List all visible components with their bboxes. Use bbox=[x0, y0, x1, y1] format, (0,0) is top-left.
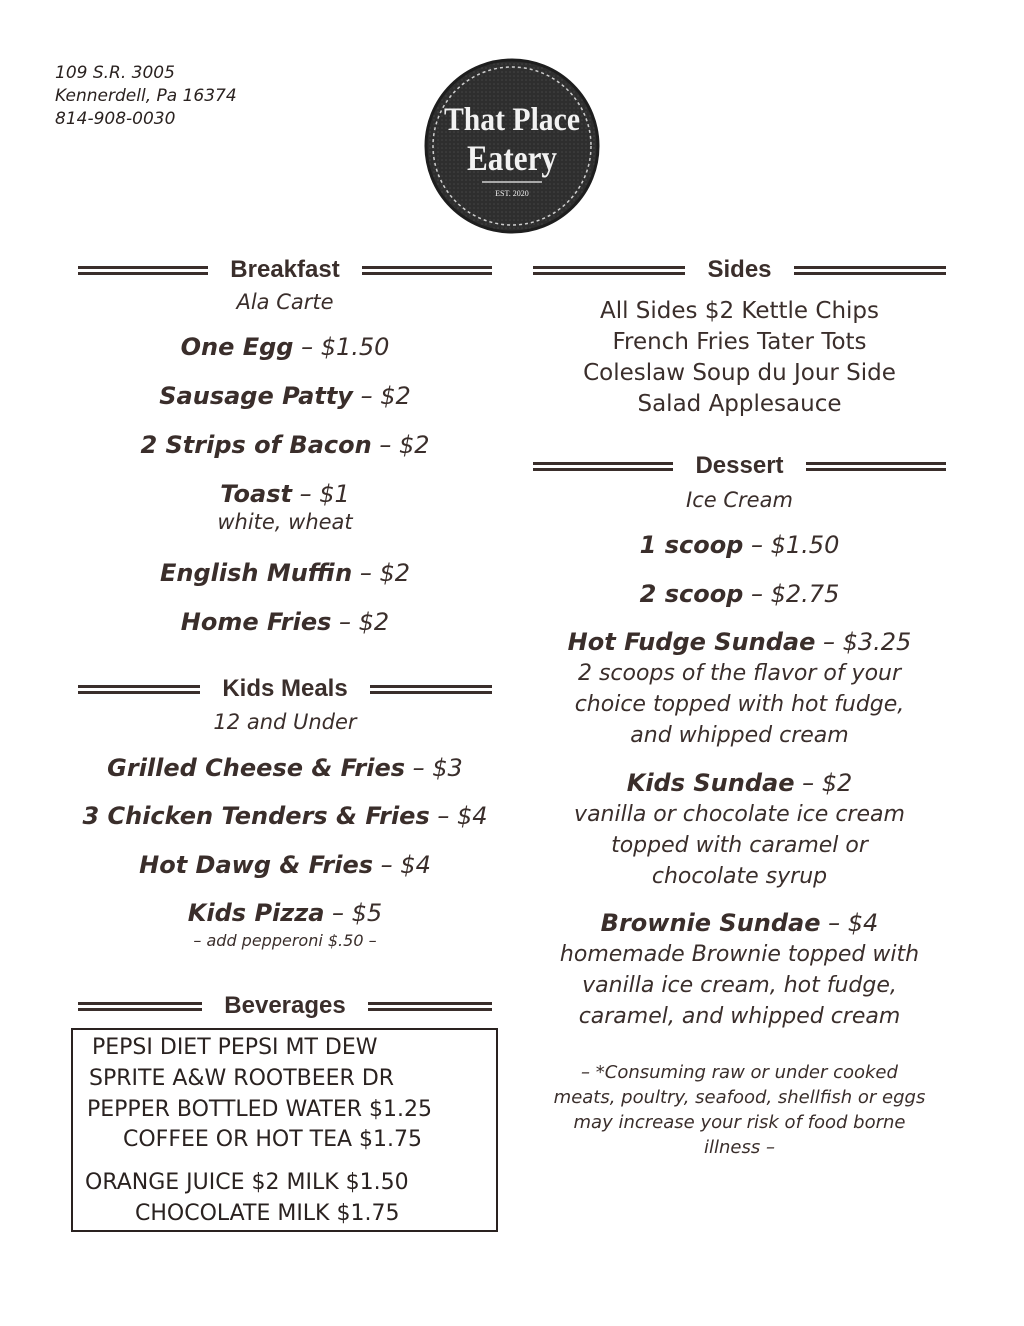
kids-meal-item bbox=[78, 899, 492, 950]
item-name: Brownie Sundae bbox=[600, 909, 821, 937]
item-price: – $1.50 bbox=[743, 531, 840, 559]
item-name: Kids Sundae bbox=[626, 769, 795, 797]
breakfast-item bbox=[78, 431, 492, 459]
item-name: English Muffin bbox=[160, 559, 353, 587]
kids-meal-item bbox=[78, 754, 492, 782]
street-address: 109 S.R. 3005 bbox=[55, 63, 175, 83]
breakfast-item bbox=[78, 608, 492, 636]
item-name: Hot Dawg & Fries bbox=[139, 851, 374, 879]
heading-rule-left bbox=[533, 462, 673, 471]
dessert-item bbox=[533, 628, 946, 751]
item-price: – $2 bbox=[371, 431, 430, 459]
beverage-line: ORANGE JUICE $2 MILK $1.50 bbox=[85, 1170, 409, 1195]
warning-line: – *Consuming raw or under cooked bbox=[581, 1062, 898, 1083]
item-description-line: choice topped with hot fudge, bbox=[574, 692, 905, 717]
sides-line: Salad Applesauce bbox=[637, 391, 842, 417]
dessert-section bbox=[533, 488, 946, 512]
sides-line: French Fries Tater Tots bbox=[612, 329, 867, 355]
logo-line-1: That Place bbox=[444, 102, 580, 138]
kids-meals-section bbox=[78, 710, 492, 734]
heading-rule-left bbox=[78, 266, 208, 275]
item-name: Hot Fudge Sundae bbox=[567, 628, 816, 656]
item-note: – add pepperoni $.50 – bbox=[193, 931, 377, 950]
dessert-subheading: Ice Cream bbox=[686, 488, 793, 512]
heading-rule-left bbox=[78, 685, 200, 694]
sides-line: Coleslaw Soup du Jour Side bbox=[583, 360, 896, 386]
beverage-line: CHOCOLATE MILK $1.75 bbox=[135, 1201, 400, 1226]
restaurant-logo bbox=[424, 58, 600, 234]
breakfast-heading bbox=[78, 255, 492, 285]
warning-line: meats, poultry, seafood, shellfish or eggs bbox=[553, 1087, 926, 1108]
heading-rule-right bbox=[370, 685, 492, 694]
item-price: – $1 bbox=[291, 480, 350, 508]
sides-heading bbox=[533, 255, 946, 285]
dessert-title: Dessert bbox=[695, 452, 784, 479]
logo-established: EST. 2020 bbox=[495, 189, 529, 198]
item-description-line: topped with caramel or bbox=[611, 833, 868, 858]
item-price: – $1.50 bbox=[293, 333, 390, 361]
item-price: – $4 bbox=[820, 909, 879, 937]
city-state-zip: Kennerdell, Pa 16374 bbox=[55, 86, 237, 106]
item-price: – $4 bbox=[429, 802, 488, 830]
beverage-line: SPRITE A&W ROOTBEER DR bbox=[89, 1066, 395, 1091]
beverage-line: PEPSI DIET PEPSI MT DEW bbox=[92, 1035, 378, 1060]
item-price: – $2 bbox=[331, 608, 390, 636]
item-description-line: and whipped cream bbox=[630, 723, 849, 748]
item-name: Toast bbox=[220, 480, 292, 508]
breakfast-subheading: Ala Carte bbox=[236, 290, 334, 314]
heading-rule-right bbox=[806, 462, 946, 471]
logo-badge-icon bbox=[424, 58, 600, 234]
item-price: – $2 bbox=[352, 382, 411, 410]
warning-line: illness – bbox=[704, 1137, 775, 1158]
item-name: Grilled Cheese & Fries bbox=[107, 754, 406, 782]
breakfast-item bbox=[78, 382, 492, 410]
item-price: – $2.75 bbox=[743, 580, 840, 608]
dessert-item bbox=[533, 531, 946, 559]
item-name: 3 Chicken Tenders & Fries bbox=[82, 802, 430, 830]
dessert-item bbox=[533, 909, 946, 1032]
item-description-line: 2 scoops of the flavor of your bbox=[577, 661, 902, 686]
phone-number: 814-908-0030 bbox=[55, 109, 176, 129]
kids-meals-title: Kids Meals bbox=[222, 675, 348, 702]
item-name: 2 Strips of Bacon bbox=[140, 431, 372, 459]
beverage-line: COFFEE OR HOT TEA $1.75 bbox=[123, 1127, 423, 1152]
item-name: Sausage Patty bbox=[159, 382, 353, 410]
breakfast-item bbox=[78, 480, 492, 534]
item-price: – $3.25 bbox=[815, 628, 912, 656]
item-price: – $3 bbox=[405, 754, 463, 782]
heading-rule-right bbox=[362, 266, 492, 275]
sides-list bbox=[533, 296, 946, 420]
dessert-heading bbox=[533, 451, 946, 481]
dessert-item bbox=[533, 769, 946, 892]
breakfast-title: Breakfast bbox=[230, 256, 340, 283]
item-name: 2 scoop bbox=[639, 580, 744, 608]
item-description-line: homemade Brownie topped with bbox=[559, 942, 920, 967]
item-name: One Egg bbox=[180, 333, 294, 361]
kids-meals-subheading: 12 and Under bbox=[213, 710, 357, 734]
item-price: – $4 bbox=[373, 851, 431, 879]
kids-meal-item bbox=[78, 851, 492, 879]
sides-title: Sides bbox=[707, 256, 772, 283]
heading-rule-left bbox=[78, 1002, 202, 1011]
item-note: white, wheat bbox=[217, 510, 353, 534]
kids-meal-item bbox=[78, 802, 492, 830]
item-price: – $2 bbox=[352, 559, 410, 587]
breakfast-item bbox=[78, 559, 492, 587]
item-name: Home Fries bbox=[180, 608, 332, 636]
sides-line: All Sides $2 Kettle Chips bbox=[599, 298, 880, 324]
address-block bbox=[55, 62, 237, 131]
heading-rule-right bbox=[794, 266, 946, 275]
warning-line: may increase your risk of food borne bbox=[573, 1112, 906, 1133]
dessert-item bbox=[533, 580, 946, 608]
food-safety-warning bbox=[533, 1060, 946, 1160]
item-price: – $5 bbox=[324, 899, 383, 927]
item-description-line: chocolate syrup bbox=[651, 864, 828, 889]
item-name: 1 scoop bbox=[639, 531, 744, 559]
kids-meals-heading bbox=[78, 674, 492, 704]
logo-line-2: Eatery bbox=[467, 138, 557, 178]
item-description-line: vanilla ice cream, hot fudge, bbox=[582, 973, 897, 998]
heading-rule-left bbox=[533, 266, 685, 275]
breakfast-section bbox=[78, 290, 492, 322]
heading-rule-right bbox=[368, 1002, 492, 1011]
item-description-line: vanilla or chocolate ice cream bbox=[574, 802, 905, 827]
beverages-heading bbox=[78, 991, 492, 1021]
beverage-line: PEPPER BOTTLED WATER $1.25 bbox=[87, 1097, 432, 1122]
breakfast-item bbox=[78, 333, 492, 361]
item-price: – $2 bbox=[794, 769, 853, 797]
item-name: Kids Pizza bbox=[187, 899, 325, 927]
beverages-title: Beverages bbox=[224, 992, 346, 1019]
item-description-line: caramel, and whipped cream bbox=[578, 1004, 901, 1029]
